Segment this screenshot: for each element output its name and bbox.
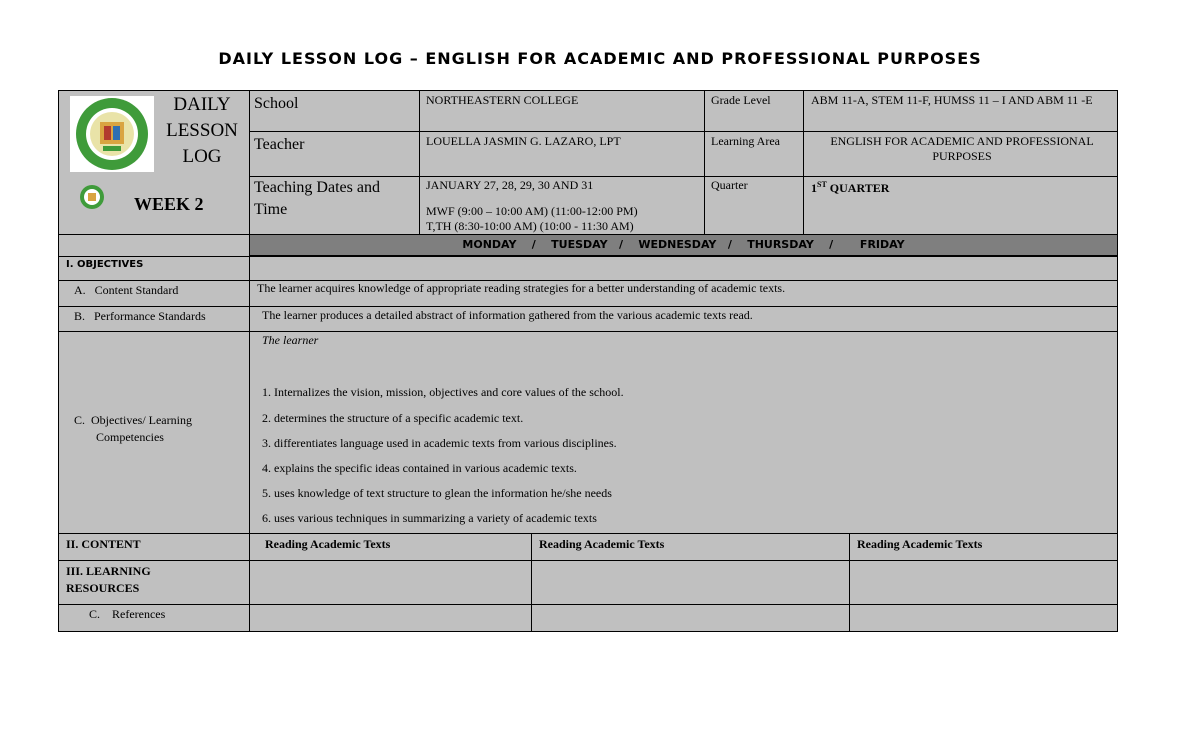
time-tth: T,TH (8:30-10:00 AM) (10:00 - 11:30 AM) bbox=[426, 219, 634, 233]
competency-item-3: 3. differentiates language used in academic texts from various disciplines. bbox=[262, 436, 617, 450]
learning-resources-heading: III. LEARNING RESOURCES bbox=[66, 564, 151, 595]
content-col-2: Reading Academic Texts bbox=[539, 537, 665, 551]
week-label: WEEK 2 bbox=[134, 194, 204, 214]
competency-item-5: 5. uses knowledge of text structure to glean the information he/she needs bbox=[262, 486, 612, 500]
performance-standards-label: B. Performance Standards bbox=[74, 309, 206, 323]
quarter-suffix: ST bbox=[817, 180, 827, 189]
performance-standards-text: The learner produces a detailed abstract of information gathered from the various academic texts read. bbox=[262, 308, 753, 322]
school-value: NORTHEASTERN COLLEGE bbox=[426, 93, 579, 107]
log-title-line-1: DAILY bbox=[173, 94, 231, 115]
content-standard-text: The learner acquires knowledge of appropriate reading strategies for a better understanding of academic texts. bbox=[257, 281, 786, 295]
log-title-line-2: LESSON bbox=[166, 120, 238, 141]
school-label: School bbox=[254, 95, 299, 112]
time-mwf: MWF (9:00 – 10:00 AM) (11:00-12:00 PM) bbox=[426, 204, 638, 218]
small-seal-icon bbox=[79, 184, 105, 210]
quarter-rest: QUARTER bbox=[826, 181, 890, 195]
competency-item-2: 2. determines the structure of a specific academic text. bbox=[262, 411, 524, 425]
competency-item-1: 1. Internalizes the vision, mission, objectives and core values of the school. bbox=[262, 385, 624, 399]
quarter-label: Quarter bbox=[711, 178, 748, 192]
log-title-line-3: LOG bbox=[182, 146, 222, 167]
learning-area-label: Learning Area bbox=[711, 134, 780, 148]
quarter-number: 1 bbox=[811, 181, 817, 195]
grade-level-value: ABM 11-A, STEM 11-F, HUMSS 11 – I AND ABM 11 -E bbox=[811, 93, 1093, 107]
objectives-heading: I. OBJECTIVES bbox=[66, 259, 144, 270]
school-seal-logo bbox=[70, 96, 154, 172]
references-label: C. References bbox=[89, 607, 166, 621]
learning-area-value: ENGLISH FOR ACADEMIC AND PROFESSIONAL PURPOSES bbox=[830, 134, 1094, 163]
grade-level-label: Grade Level bbox=[711, 93, 771, 107]
log-title bbox=[154, 92, 250, 172]
content-heading: II. CONTENT bbox=[66, 537, 141, 551]
teacher-value: LOUELLA JASMIN G. LAZARO, LPT bbox=[426, 134, 621, 148]
competencies-label-line-1: C. Objectives/ Learning bbox=[74, 413, 192, 427]
teaching-dates-label: Teaching Dates and Time bbox=[254, 179, 380, 218]
competencies-intro: The learner bbox=[262, 333, 319, 347]
content-col-3: Reading Academic Texts bbox=[857, 537, 983, 551]
teaching-dates-value: JANUARY 27, 28, 29, 30 AND 31 bbox=[426, 178, 594, 192]
weekday-bar: MONDAY / TUESDAY / WEDNESDAY / THURSDAY / FRIDAY bbox=[250, 234, 1117, 256]
content-standard-label: A. Content Standard bbox=[74, 283, 179, 297]
competencies-label-line-2: Competencies bbox=[96, 430, 164, 444]
content-col-1: Reading Academic Texts bbox=[265, 537, 391, 551]
competency-item-6: 6. uses various techniques in summarizing a variety of academic texts bbox=[262, 511, 597, 525]
competency-item-4: 4. explains the specific ideas contained in various academic texts. bbox=[262, 461, 577, 475]
quarter-value bbox=[811, 177, 1111, 196]
document-title: DAILY LESSON LOG – ENGLISH FOR ACADEMIC AND PROFESSIONAL PURPOSES bbox=[218, 49, 982, 68]
teacher-label: Teacher bbox=[254, 136, 305, 153]
